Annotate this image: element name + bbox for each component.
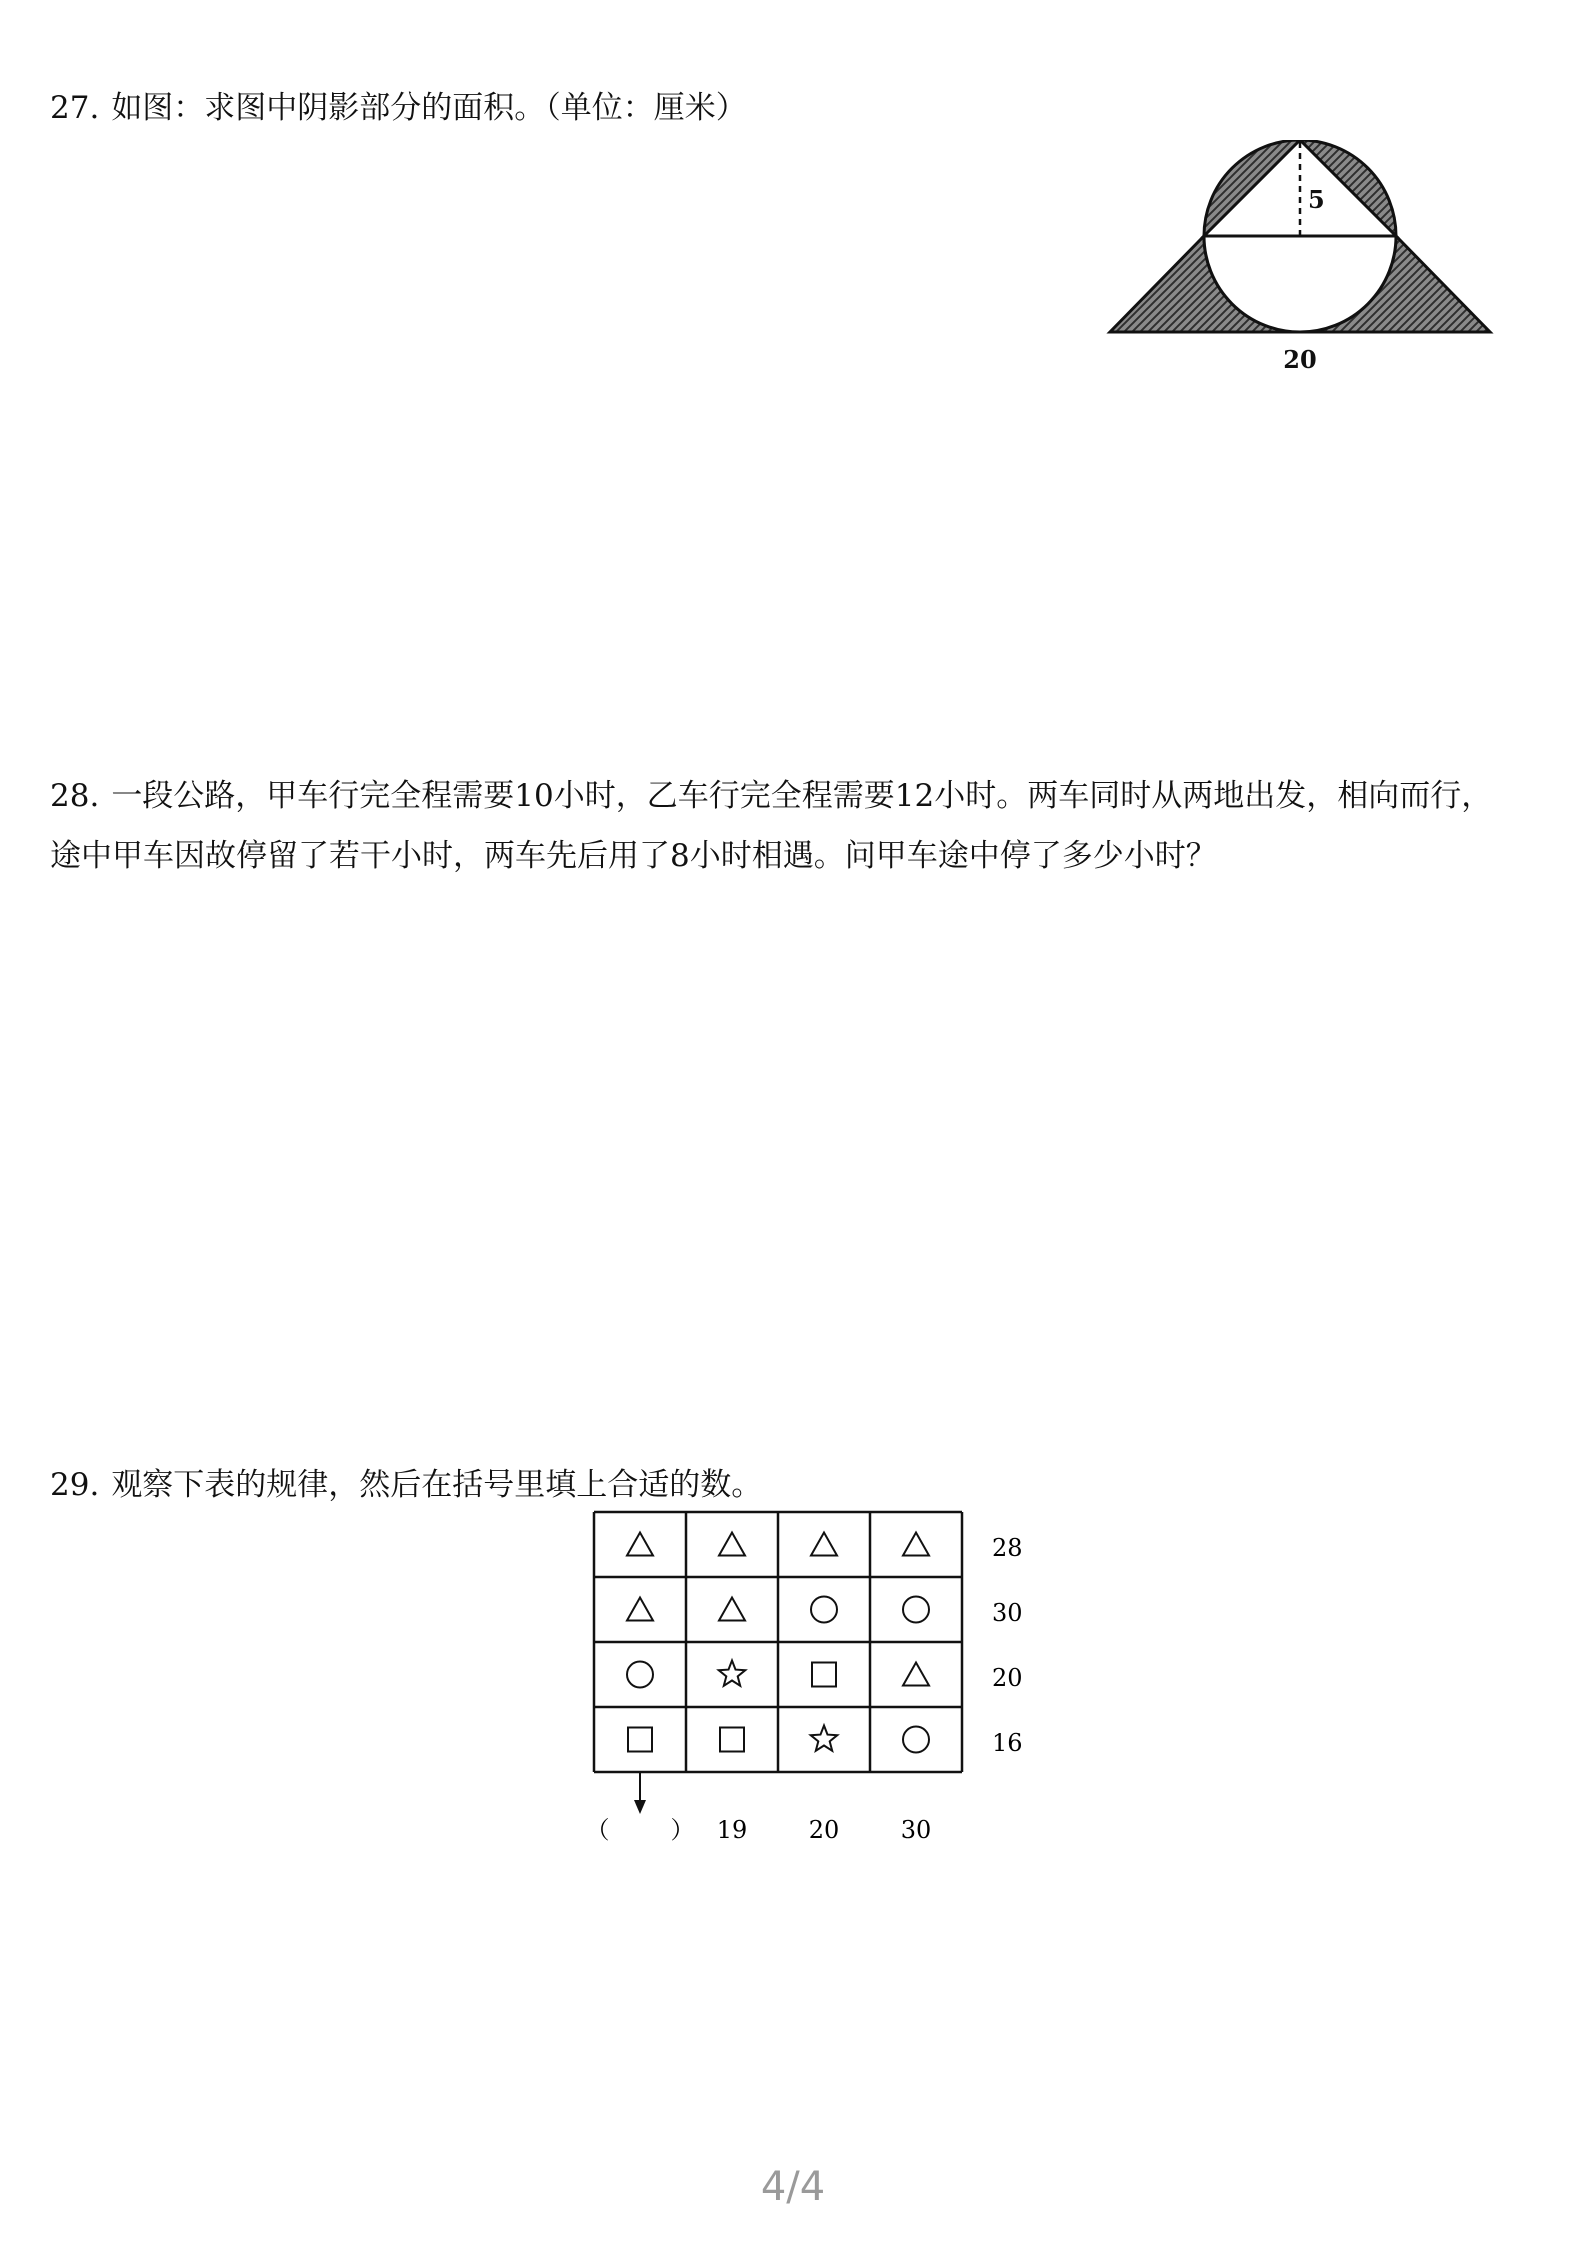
question-27 <box>50 78 747 138</box>
square-icon <box>628 1728 652 1752</box>
triangle-icon <box>903 1533 929 1556</box>
question-number: 28. <box>50 778 100 814</box>
q29-figure <box>570 1510 1130 1850</box>
triangle-icon <box>627 1533 653 1556</box>
triangle-icon <box>719 1598 745 1621</box>
answer-blank: （ ） <box>585 1816 695 1844</box>
square-icon <box>720 1728 744 1752</box>
base-label: 20 <box>1283 345 1317 374</box>
question-text: 观察下表的规律，然后在括号里填上合适的数。 <box>111 1467 763 1503</box>
row-sum-4: 16 <box>992 1729 1023 1757</box>
question-number: 27. <box>50 90 100 126</box>
circle-icon <box>903 1597 929 1623</box>
question-28 <box>50 766 1510 886</box>
star-icon <box>811 1726 838 1751</box>
square-icon <box>812 1663 836 1687</box>
height-label: 5 <box>1308 185 1325 214</box>
col-sum-4: 30 <box>900 1816 932 1844</box>
triangle-icon <box>811 1533 837 1556</box>
question-text: 如图：求图中阴影部分的面积。（单位：厘米） <box>111 90 747 126</box>
triangle-icon <box>719 1533 745 1556</box>
circle-icon <box>811 1597 837 1623</box>
col-sum-3: 20 <box>808 1816 840 1844</box>
down-arrow-head <box>634 1800 646 1814</box>
circle-icon <box>627 1662 653 1688</box>
circle-icon <box>903 1727 929 1753</box>
star-icon <box>719 1661 746 1686</box>
row-sum-1: 28 <box>992 1534 1023 1562</box>
question-number: 29. <box>50 1467 100 1503</box>
col-sum-2: 19 <box>716 1816 748 1844</box>
triangle-icon <box>903 1663 929 1686</box>
question-text: 一段公路，甲车行完全程需要10小时，乙车行完全程需要12小时。两车同时从两地出发，相向而行，途中甲车因故停留了若干小时，两车先后用了8小时相遇。问甲车途中停了多少小时？ <box>50 778 1493 874</box>
grid-table <box>594 1512 962 1772</box>
q27-figure <box>1100 140 1500 380</box>
page-number: 4/4 <box>760 2164 826 2210</box>
question-29 <box>50 1455 762 1515</box>
row-sum-3: 20 <box>992 1664 1023 1692</box>
row-sum-2: 30 <box>992 1599 1023 1627</box>
triangle-icon <box>627 1598 653 1621</box>
